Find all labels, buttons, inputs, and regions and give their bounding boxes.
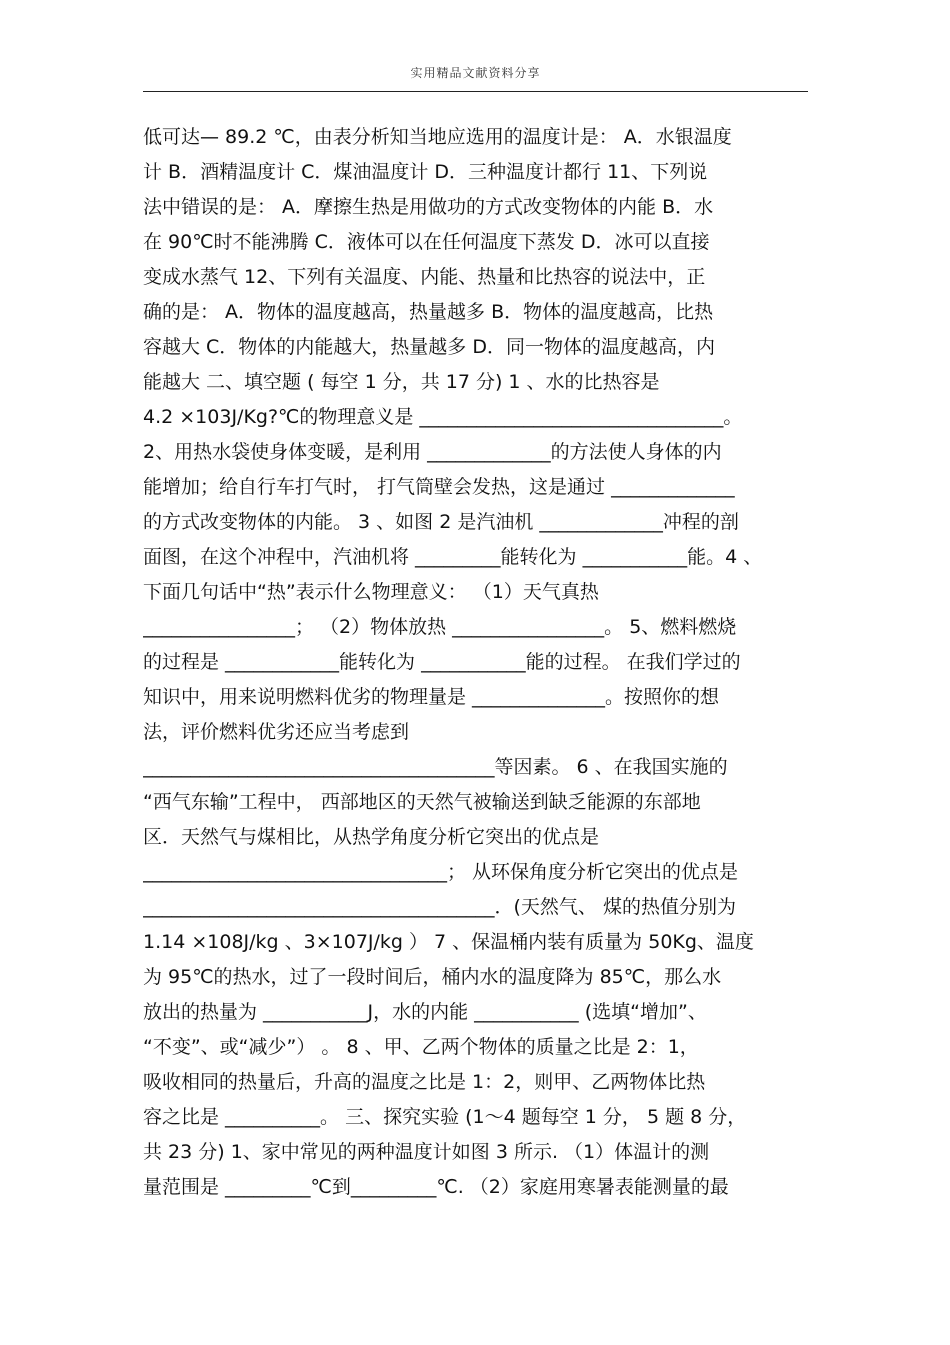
text-line: ________________； （2）物体放热 ________________。 5、燃料燃烧 bbox=[143, 616, 737, 638]
text-line: 2、用热水袋使身体变暖，是利用 _____________的方法使人身体的内 bbox=[143, 441, 722, 463]
text-line: 量范围是 _________℃到_________℃. （2）家庭用寒暑表能测量的最 bbox=[143, 1176, 729, 1198]
header-divider bbox=[143, 91, 808, 92]
page-header: 实用精品文献资料分享 bbox=[410, 66, 541, 80]
text-line: 的过程是 ____________能转化为 ___________能的过程。 在我们学过的 bbox=[143, 651, 741, 673]
text-line: 区．天然气与煤相比，从热学角度分析它突出的优点是 bbox=[143, 826, 600, 848]
text-line: 确的是： A．物体的温度越高，热量越多 B．物体的温度越高，比热 bbox=[143, 301, 714, 323]
text-line: 低可达— 89.2 ℃，由表分析知当地应选用的温度计是： A．水银温度 bbox=[143, 126, 732, 148]
text-line: 计 B．酒精温度计 C．煤油温度计 D．三种温度计都行 11、下列说 bbox=[143, 161, 708, 183]
text-line: 吸收相同的热量后，升高的温度之比是 1：2，则甲、乙两物体比热 bbox=[143, 1071, 706, 1093]
text-line: 为 95℃的热水，过了一段时间后，桶内水的温度降为 85℃，那么水 bbox=[143, 966, 722, 988]
text-line: 面图，在这个冲程中，汽油机将 _________能转化为 ___________能。4 、 bbox=[143, 546, 763, 568]
text-line: ________________________________； 从环保角度分析它突出的优点是 bbox=[143, 861, 739, 883]
text-line: 4.2 ×103J/Kg?℃的物理意义是 ________________________________。 bbox=[143, 406, 743, 428]
text-line: “不变”、或“减少”） 。 8 、甲、乙两个物体的质量之比是 2：1， bbox=[143, 1036, 699, 1058]
text-line: 在 90℃时不能沸腾 C．液体可以在任何温度下蒸发 D．冰可以直接 bbox=[143, 231, 710, 253]
text-line: 1.14 ×108J/kg 、3×107J/kg ） 7 、保温桶内装有质量为 50Kg、温度 bbox=[143, 931, 754, 953]
text-line: 共 23 分) 1、家中常见的两种温度计如图 3 所示. （1）体温计的测 bbox=[143, 1141, 710, 1163]
text-line: _____________________________________等因素。 6 、在我国实施的 bbox=[143, 756, 728, 778]
text-line: “西气东输”工程中， 西部地区的天然气被输送到缺乏能源的东部地 bbox=[143, 791, 701, 813]
text-line: 容越大 C．物体的内能越大，热量越多 D．同一物体的温度越高，内 bbox=[143, 336, 715, 358]
text-line: 放出的热量为 ___________J，水的内能 ___________ (选填“增加”、 bbox=[143, 1001, 707, 1023]
text-line: 能越大 二、填空题 ( 每空 1 分，共 17 分) 1 、水的比热容是 bbox=[143, 371, 660, 393]
text-line: 能增加；给自行车打气时， 打气筒壁会发热，这是通过 _____________ bbox=[143, 476, 735, 498]
document-body bbox=[143, 120, 813, 1205]
text-line: 的方式改变物体的内能。 3 、如图 2 是汽油机 _____________冲程的剖 bbox=[143, 511, 739, 533]
text-line: 法中错误的是： A．摩擦生热是用做功的方式改变物体的内能 B．水 bbox=[143, 196, 714, 218]
text-line: 法，评价燃料优劣还应当考虑到 bbox=[143, 721, 410, 743]
text-line: _____________________________________．(天然气、 煤的热值分别为 bbox=[143, 896, 736, 918]
text-line: 容之比是 __________。 三、探究实验 (1～4 题每空 1 分， 5 题 8 分， bbox=[143, 1106, 747, 1128]
text-line: 下面几句话中“热”表示什么物理意义： （1）天气真热 bbox=[143, 581, 599, 603]
text-line: 变成水蒸气 12、下列有关温度、内能、热量和比热容的说法中，正 bbox=[143, 266, 706, 288]
text-line: 知识中，用来说明燃料优劣的物理量是 ______________。按照你的想 bbox=[143, 686, 720, 708]
